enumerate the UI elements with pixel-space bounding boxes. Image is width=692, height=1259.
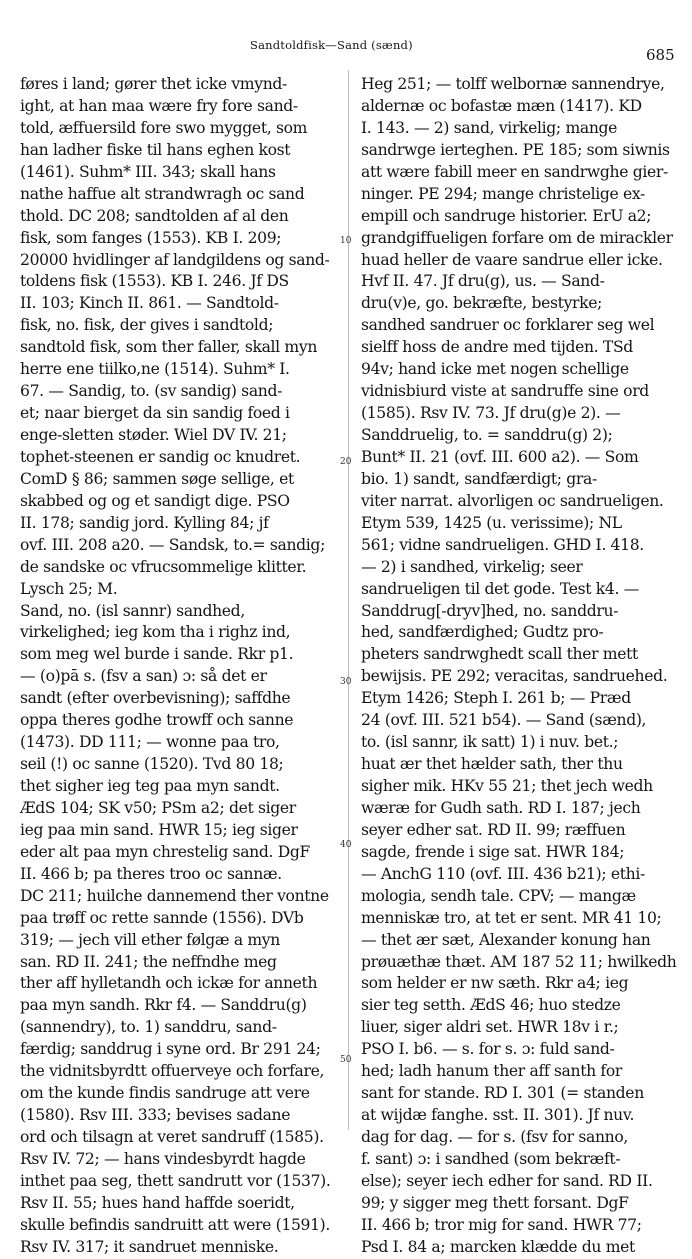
text-line: else); seyer iech edher for sand. RD II. (361, 1171, 653, 1190)
text-line: sigher mik. HKv 55 21; thet jech wedh (361, 777, 653, 795)
text-line: ight, at han maa wære fry fore sand- (20, 96, 298, 115)
text-line: seil (!) oc sanne (1520). Tvd 80 18; (20, 755, 284, 774)
text-line: (1580). Rsv III. 333; bevises sadane (20, 1106, 291, 1125)
text-line: Etym 1426; Steph I. 261 b; — Præd (361, 689, 631, 708)
text-line: viter narrat. alvorligen oc sandrueligen. (361, 491, 664, 510)
text-line: prøuæthæ thæt. AM 187 52 11; hwilkedh (361, 952, 677, 971)
text-line: 319; — jech vill ether følgæ a myn (20, 930, 280, 949)
text-line: hed, sandfærdighed; Gudtz pro- (361, 623, 604, 642)
left-column (20, 74, 342, 1256)
text-line: Rsv IV. 72; — hans vindesbyrdt hagde (20, 1149, 306, 1168)
text-line: seyer edher sat. RD II. 99; ræffuen (361, 820, 626, 839)
text-line: 67. — Sandig, to. (sv sandig) sand- (20, 382, 283, 401)
text-line: ÆdS 104; SK v50; PSm a2; det siger (20, 798, 296, 817)
text-line: Sanddruelig, to. = sanddru(g) 2); (361, 426, 613, 444)
text-line: thet sigher ieg teg paa myn sandt. (20, 777, 280, 795)
text-line: the vidnitsbyrdtt offuerveye och forfare, (20, 1062, 325, 1081)
text-line: huat ær thet hælder sath, ther thu (361, 755, 623, 774)
text-line: Hvf II. 47. Jf dru(g), us. — Sand- (361, 272, 605, 291)
text-line: eder alt paa myn chrestelig sand. DgF (20, 842, 310, 861)
text-line: II. 466 b; tror mig for sand. HWR 77; (361, 1215, 642, 1234)
text-line: Psd I. 84 a; marcken klædde du met (361, 1237, 635, 1256)
text-line: — AnchG 110 (ovf. III. 436 b21); ethi- (361, 864, 645, 883)
text-line: herre ene tiilko,ne (1514). Suhm* I. (20, 360, 290, 379)
page-number: 685 (646, 46, 675, 64)
text-line: empill och sandruge historier. ErU a2; (361, 206, 652, 225)
text-line: — (o)pā s. (fsv a san) ɔ: så det er (20, 667, 267, 686)
text-line: (sannendry), to. 1) sanddru, sand- (20, 1018, 277, 1037)
text-line: bewijsis. PE 292; veracitas, sandruehed. (361, 667, 668, 686)
line-marker: 50 (340, 1055, 352, 1065)
text-line: to. (isl sannr, ik satt) 1) i nuv. bet.; (361, 733, 619, 752)
text-line: Rsv II. 55; hues hand haffde soeridt, (20, 1193, 295, 1212)
text-line: sandtold fisk, som ther faller, skall myn (20, 338, 318, 357)
text-line: skulle befindis sandruitt att were (1591). (20, 1215, 331, 1234)
text-line: menniskæ tro, at tet er sent. MR 41 10; (361, 908, 662, 927)
text-line: 20000 hvidlinger af landgildens og sand- (20, 250, 330, 269)
text-line: sant for stande. RD I. 301 (= standen (361, 1084, 644, 1103)
text-line: 94v; hand icke met nogen schellige (361, 360, 629, 379)
text-line: mologia, sendh tale. CPV; — mangæ (361, 886, 636, 905)
text-line: virkelighed; ieg kom tha i righz ind, (20, 623, 291, 642)
text-line: II. 103; Kinch II. 861. — Sandtold- (20, 294, 279, 313)
text-line: sielff hoss de andre med tijden. TSd (361, 338, 633, 357)
text-line: ord och tilsagn at veret sandruff (1585). (20, 1128, 324, 1146)
text-line: (1461). Suhm* III. 343; skall hans (20, 162, 276, 181)
text-line: II. 466 b; pa theres troo oc sannæ. (20, 864, 282, 883)
text-line: (1473). DD 111; — wonne paa tro, (20, 733, 280, 752)
text-line: told, æffuersild fore swo mygget, som (20, 118, 308, 137)
text-line: han ladher fiske til hans eghen kost (20, 140, 291, 159)
text-line: føres i land; gører thet icke vmynd- (20, 75, 287, 93)
text-line: 24 (ovf. III. 521 b54). — Sand (sænd), (361, 711, 647, 730)
text-line: sier teg setth. ÆdS 46; huo stedze (361, 996, 621, 1015)
text-line: bio. 1) sandt, sandfærdigt; gra- (361, 469, 597, 488)
text-line: ther aff hylletandh och ickæ for anneth (20, 974, 318, 993)
text-line: DC 211; huilche dannemend ther vontne (20, 886, 329, 905)
text-line: færdig; sanddrug i syne ord. Br 291 24; (20, 1040, 321, 1059)
text-line: paa myn sandh. Rkr f4. — Sanddru(g) (20, 996, 307, 1015)
text-line: Sanddrug[-dryv]hed, no. sanddru- (361, 601, 619, 620)
text-line: sandrueligen til det gode. Test k4. — (361, 579, 639, 598)
text-line: ieg paa min sand. HWR 15; ieg siger (20, 820, 298, 839)
text-line: san. RD II. 241; the neffndhe meg (20, 952, 277, 971)
text-line: (1585). Rsv IV. 73. Jf dru(g)e 2). — (361, 404, 621, 423)
text-line: nathe haffue alt strandwragh oc sand (20, 184, 305, 203)
text-line: I. 143. — 2) sand, virkelig; mange (361, 118, 618, 137)
text-line: pheters sandrwghedt scall ther mett (361, 645, 638, 664)
text-line: oppa theres godhe trowff och sanne (20, 711, 294, 730)
text-line: — 2) i sandhed, virkelig; seer (361, 557, 583, 576)
text-line: skabbed og og et sandigt dige. PSO (20, 491, 290, 510)
text-line: aldernæ oc bofastæ mæn (1417). KD (361, 96, 642, 115)
text-line: Sand, no. (isl sannr) sandhed, (20, 601, 245, 620)
text-line: wæræ for Gudh sath. RD I. 187; jech (361, 798, 641, 817)
text-line: liuer, siger aldri set. HWR 18v i r.; (361, 1018, 619, 1037)
text-line: Lysch 25; M. (20, 579, 118, 598)
text-line: som helder er nw sæth. Rkr a4; ieg (361, 974, 629, 993)
text-line: huad heller de vaare sandrue eller icke. (361, 250, 663, 269)
text-line: toldens fisk (1553). KB I. 246. Jf DS (20, 272, 289, 291)
text-line: paa trøff oc rette sannde (1556). DVb (20, 908, 304, 927)
text-line: de sandske oc vfrucsommelige klitter. (20, 557, 307, 576)
running-head: Sandtoldfisk—Sand (sænd) (250, 38, 413, 52)
text-line: ovf. III. 208 a20. — Sandsk, to.= sandig; (20, 535, 325, 554)
text-line: PSO I. b6. — s. for s. ɔ: fuld sand- (361, 1040, 615, 1059)
text-line: at wijdæ fanghe. sst. II. 301). Jf nuv. (361, 1106, 635, 1125)
text-line: dag for dag. — for s. (fsv for sanno, (361, 1128, 628, 1146)
line-marker: 20 (340, 457, 352, 467)
text-line: et; naar bierget da sin sandig foed i (20, 404, 290, 423)
text-line: ComD § 86; sammen søge sellige, et (20, 469, 294, 488)
text-line: som meg wel burde i sande. Rkr p1. (20, 645, 294, 664)
text-line: om the kunde findis sandruge att vere (20, 1084, 310, 1103)
text-line: 99; y sigger meg thett forsant. DgF (361, 1193, 629, 1212)
text-line: thold. DC 208; sandtolden af al den (20, 206, 289, 225)
text-line: sandrwge ierteghen. PE 185; som siwnis (361, 140, 670, 159)
text-line: enge-sletten støder. Wiel DV IV. 21; (20, 426, 287, 444)
line-marker: 40 (340, 840, 352, 850)
text-line: grandgiffueligen forfare om de mirackler (361, 228, 673, 247)
text-line: II. 178; sandig jord. Kylling 84; jf (20, 513, 269, 532)
text-line: — thet ær sæt, Alexander konung han (361, 930, 651, 949)
text-line: sandhed sandruer oc forklarer seg wel (361, 316, 655, 335)
text-line: Etym 539, 1425 (u. verissime); NL (361, 513, 622, 532)
text-line: 561; vidne sandrueligen. GHD I. 418. (361, 535, 644, 554)
text-line: tophet-steenen er sandig oc knudret. (20, 447, 301, 466)
text-line: vidnisbiurd viste at sandruffe sine ord (361, 382, 649, 401)
text-line: sandt (efter overbevisning); saffdhe (20, 689, 291, 708)
text-line: fisk, som fanges (1553). KB I. 209; (20, 228, 282, 247)
text-line: inthet paa seg, thett sandrutt vor (1537). (20, 1171, 331, 1190)
text-line: dru(v)e, go. bekræfte, bestyrke; (361, 294, 603, 313)
text-line: Heg 251; — tolff welbornæ sannendrye, (361, 75, 665, 93)
text-line: fisk, no. fisk, der gives i sandtold; (20, 316, 274, 335)
column-divider (348, 70, 349, 1130)
text-line: Rsv IV. 317; it sandruet menniske. (20, 1237, 279, 1256)
line-marker: 10 (340, 236, 352, 246)
text-line: ninger. PE 294; mange christelige ex- (361, 184, 645, 203)
text-line: Bunt* II. 21 (ovf. III. 600 a2). — Som (361, 447, 639, 466)
text-line: hed; ladh hanum ther aff santh for (361, 1062, 622, 1081)
line-marker: 30 (340, 677, 352, 687)
text-line: sagde, frende i sige sat. HWR 184; (361, 842, 625, 861)
right-column (361, 74, 679, 1256)
text-line: att wære fabill meer en sandrwghe gier- (361, 162, 668, 181)
page-header (0, 32, 692, 64)
text-line: f. sant) ɔ: i sandhed (som bekræft- (361, 1149, 621, 1168)
